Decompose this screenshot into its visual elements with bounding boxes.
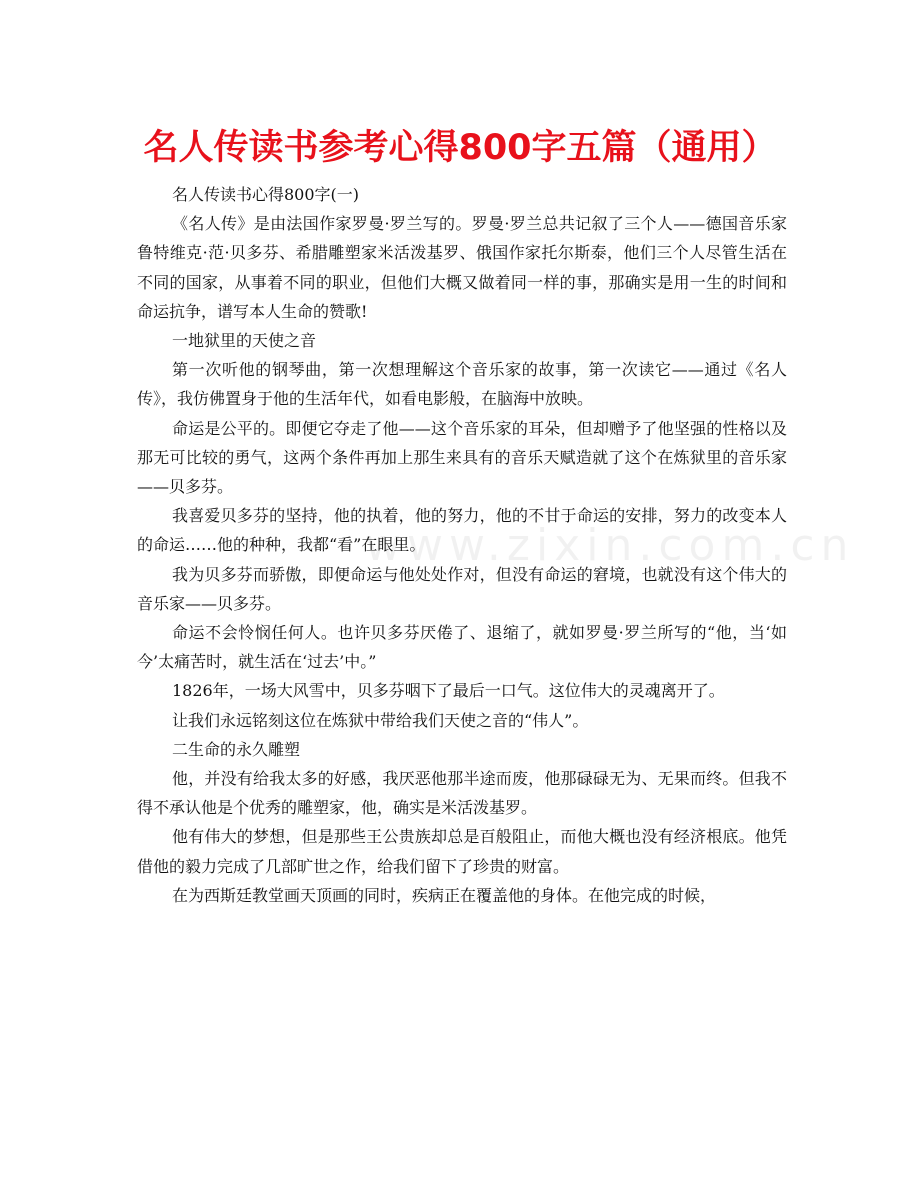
paragraph: 我为贝多芬而骄傲，即便命运与他处处作对，但没有命运的窘境，也就没有这个伟大的音乐家——贝多芬。 [137, 564, 787, 613]
section-heading: 名人传读书心得800字(一) [172, 185, 360, 204]
document-title: 名人传读书参考心得800字五篇（通用） [143, 128, 777, 168]
paragraph: 让我们永远铭刻这位在炼狱中带给我们天使之音的“伟人”。 [172, 710, 589, 730]
watermark: www.zixin.com.cn [365, 520, 855, 571]
paragraph: 1826年，一场大风雪中，贝多芬咽下了最后一口气。这位伟大的灵魂离开了。 [172, 681, 725, 701]
paragraph: 他有伟大的梦想，但是那些王公贵族却总是百般阻止，而他大概也没有经济根底。他凭借他的毅力完成了几部旷世之作，给我们留下了珍贵的财富。 [137, 827, 787, 876]
paragraph: 《名人传》是由法国作家罗曼·罗兰写的。罗曼·罗兰总共记叙了三个人——德国音乐家鲁特维克·范·贝多芬、希腊雕塑家米活泼基罗、俄国作家托尔斯泰，他们三个人尽管生活在不同的国家，从事着不同的职业，但他们大概又做着同一样的事，那确实是用一生的时间和命运抗争，谱写本人生命的赞歌! [137, 214, 787, 321]
paragraph: 命运不会怜悯任何人。也许贝多芬厌倦了、退缩了，就如罗曼·罗兰所写的“他，当‘如今’太痛苦时，就生活在‘过去’中。” [137, 623, 787, 672]
paragraph: 在为西斯廷教堂画天顶画的同时，疾病正在覆盖他的身体。在他完成的时候， [172, 885, 717, 905]
paragraph: 他，并没有给我太多的好感，我厌恶他那半途而废，他那碌碌无为、无果而终。但我不得不承认他是个优秀的雕塑家，他，确实是米活泼基罗。 [137, 769, 787, 818]
section-heading: 一地狱里的天使之音 [172, 331, 317, 351]
paragraph: 第一次听他的钢琴曲，第一次想理解这个音乐家的故事，第一次读它——通过《名人传》，我仿佛置身于他的生活年代，如看电影般，在脑海中放映。 [137, 360, 787, 409]
section-heading: 二生命的永久雕塑 [172, 739, 301, 759]
paragraph: 我喜爱贝多芬的坚持，他的执着，他的努力，他的不甘于命运的安排，努力的改变本人的命运……他的种种，我都“看”在眼里。 [137, 506, 787, 555]
document-body [137, 180, 787, 910]
paragraph: 命运是公平的。即便它夺走了他——这个音乐家的耳朵，但却赠予了他坚强的性格以及那无可比较的勇气，这两个条件再加上那生来具有的音乐天赋造就了这个在炼狱里的音乐家——贝多芬。 [137, 418, 787, 497]
